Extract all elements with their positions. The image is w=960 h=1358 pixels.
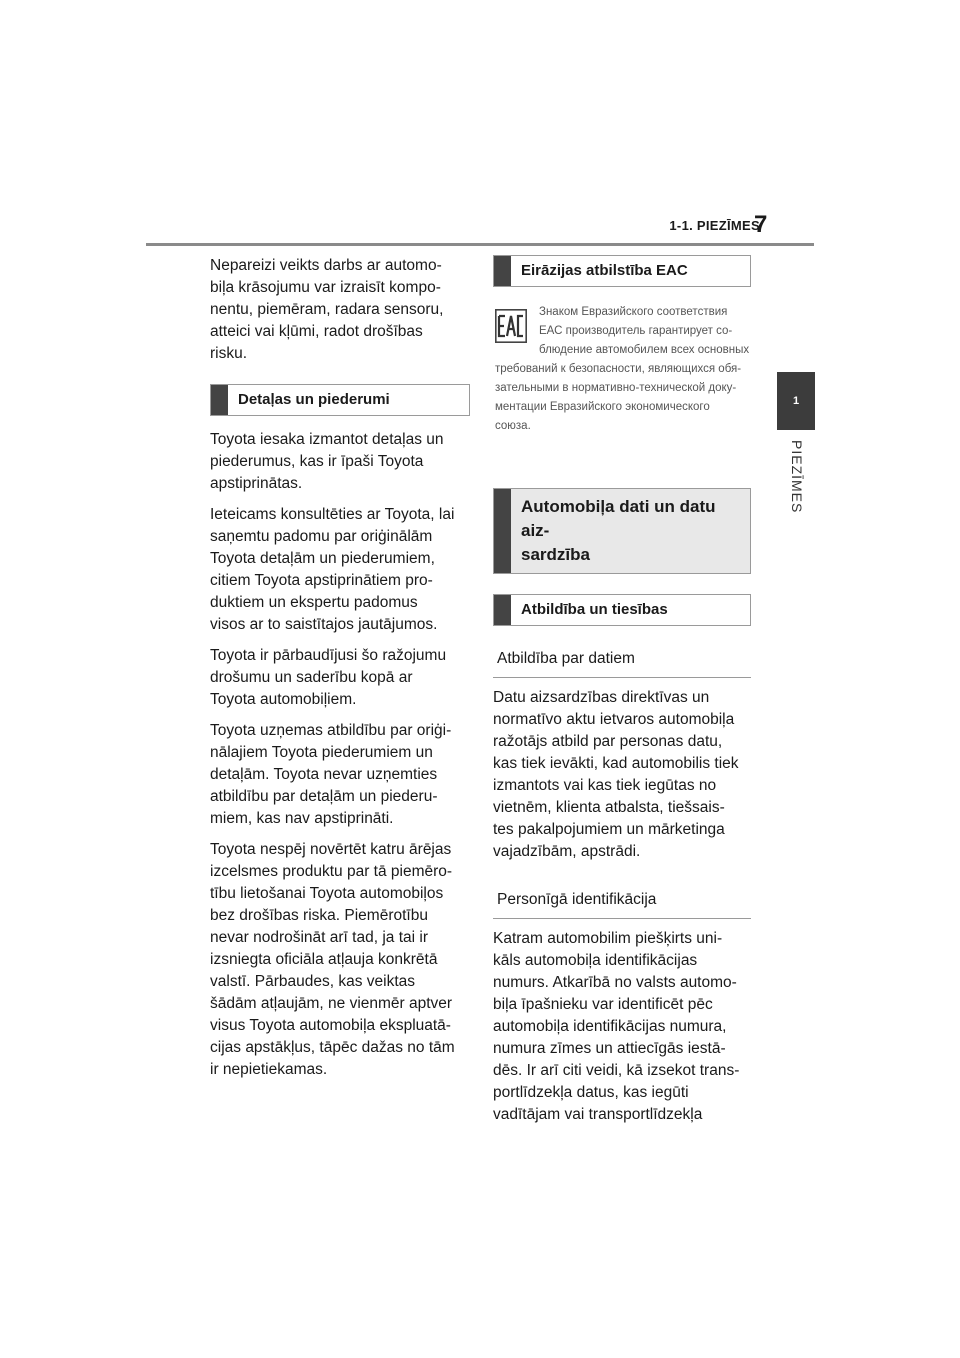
- section-heading-responsibility: Atbildība un tiesības: [493, 594, 751, 626]
- subheading-data-responsibility: Atbildība par datiem: [493, 642, 751, 678]
- eac-notice: [493, 301, 751, 432]
- left-column: [210, 255, 470, 1081]
- section-heading-vehicle-data: Automobiļa dati un datu aiz- sardzība: [493, 488, 751, 574]
- paragraph-identification: Katram automobilim piešķirts uni- kāls automobiļa identifikācijas numurs. Atkarībā no valsts automo- biļa īpašnieku var identificēt pēc automobiļa identifikācijas numura, numura zīmes un attiecīgās iestā- dēs. Ir arī citi veidi, kā izsekot trans- portlīdzekļa datus, kas iegūti vadītājam vai transportlīdzekļa: [493, 930, 740, 1123]
- section-heading-parts: Detaļas un piederumi: [210, 384, 470, 416]
- paragraph-data-protection: Datu aizsardzības direktīvas un normatīvo aktu ietvaros automobiļa ražotājs atbild par personas datu, kas tiek ievākti, kad automobilis tiek izmantots vai kas tiek iegūtas no vietnēm, klienta atbalsta, tiešsais- tes pakalpojumiem un mārketinga vajadzībām, apstrādi.: [493, 689, 739, 860]
- paragraph-tested: Toyota ir pārbaudījusi šo ražojumu drošumu un saderību kopā ar Toyota automobiļiem.: [210, 647, 447, 708]
- paragraph-third-party: Toyota nespēj novērtēt katru ārējas izcelsmes produktu par tā piemēro- tību lietošanai Toyota automobiļos bez drošības riska. Piemērotību nevar nodrošināt arī tad, ja tai ir izsniegta oficiāla atļauja konkrētā valstī. Pārbaudes, kas veiktas šādām atļaujām, ne vienmēr aptver visus Toyota automobiļa ekspluatā- cijas apstākļus, tāpēc dažas no tām ir nepietiekamas.: [210, 841, 455, 1078]
- header-divider: [146, 243, 814, 246]
- paragraph-recommend: Toyota iesaka izmantot detaļas un piederumus, kas ir īpaši Toyota apstiprinātas.: [210, 431, 444, 492]
- page-number: 7: [754, 211, 768, 238]
- chapter-tab-label: PIEZĪMES: [789, 440, 805, 514]
- paragraph-responsibility: Toyota uzņemas atbildību par oriģi- nālajiem Toyota piederumiem un detaļām. Toyota nevar uzņemties atbildību par detaļām un piederu- miem, kas nav apstiprināti.: [210, 722, 452, 827]
- subheading-personal-identification: Personīgā identifikācija: [493, 883, 751, 919]
- paragraph-consult: Ieteicams konsultēties ar Toyota, lai saņemtu padomu par oriģinālām Toyota detaļām un piederumiem, citiem Toyota apstiprinātiem pro- duktiem un ekspertu padomus visos ar to saistītajos jautājumos.: [210, 506, 455, 633]
- section-title: 1-1. PIEZĪMES: [669, 218, 760, 233]
- section-heading-eac: Eirāzijas atbilstība EAC: [493, 255, 751, 287]
- eac-notice-text: Знаком Евразийского соответствия ЕАС производитель гарантирует со- блюдение автомобилем всех основных требований к безопасности, являющихся обя- зательными в нормативно-технической доку- ментации Евразийского экономического союза.: [495, 306, 750, 432]
- intro-paragraph: Nepareizi veikts darbs ar automo- biļa krāsojumu var izraisīt kompo- nentu, piemēram, radara sensoru, atteici vai kļūmi, radot drošības risku.: [210, 257, 444, 362]
- right-column: [493, 255, 751, 1126]
- chapter-tab-number: 1: [792, 395, 800, 407]
- chapter-tab[interactable]: [777, 372, 815, 430]
